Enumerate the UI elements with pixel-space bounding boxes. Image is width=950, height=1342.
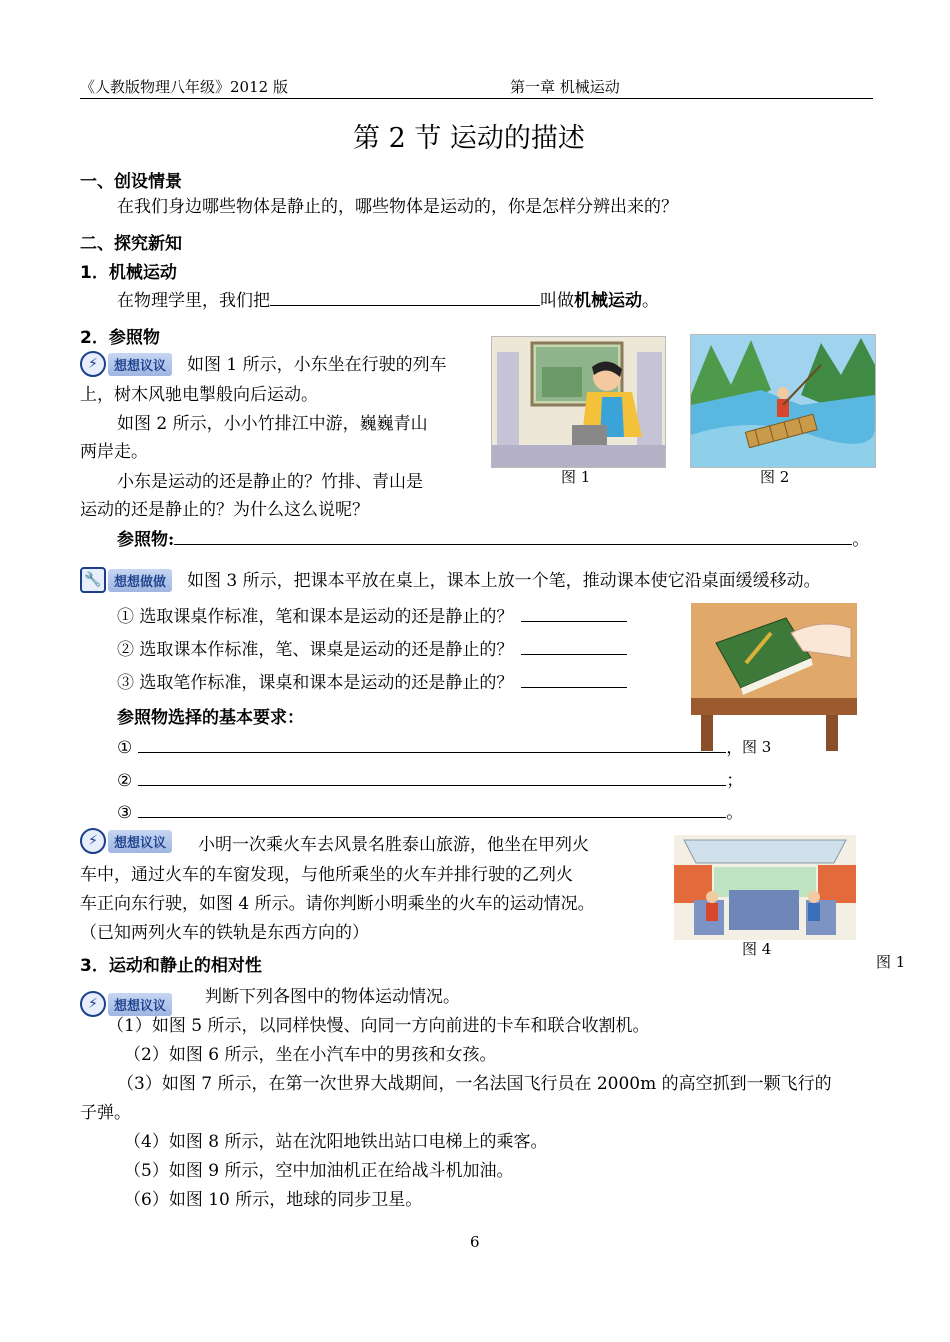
mechanical-motion-sentence	[117, 286, 659, 316]
reference-blank[interactable]	[174, 526, 852, 545]
practice-q2	[117, 635, 627, 665]
relativity-intro: 判断下列各图中的物体运动情况。	[205, 987, 460, 1007]
figure-2-caption: 图 2	[760, 468, 790, 486]
practice-badge	[80, 567, 172, 593]
heading-mechanical-motion: 1．机械运动	[80, 263, 177, 283]
page-title: 第 2 节 运动的描述	[353, 123, 585, 154]
relativity-badge-label: 想想议议	[108, 993, 172, 1016]
mech-end: 。	[642, 291, 659, 311]
relativity-item-6: （6）如图 10 所示，地球的同步卫星。	[124, 1190, 423, 1210]
heading-reference-frame: 2．参照物	[80, 328, 160, 348]
ref-para-3b: 运动的还是静止的？为什么这么说呢？	[80, 500, 369, 520]
q2-blank[interactable]	[521, 636, 627, 655]
practice-intro: 如图 3 所示，把课本平放在桌上，课本上放一个笔，推动课本使它沿桌面缓缓移动。	[187, 571, 821, 591]
relativity-item-3a: （3）如图 7 所示，在第一次世界大战期间，一名法国飞行员在 2000m 的高空抓到一颗飞行的	[117, 1074, 832, 1094]
scenario-question: 在我们身边哪些物体是静止的，哪些物体是运动的，你是怎样分辨出来的？	[117, 197, 678, 217]
section-heading-scenario: 一、创设情景	[80, 172, 182, 192]
r3-blank[interactable]	[138, 799, 726, 818]
train-line-3: 车正向东行驶，如图 4 所示。请你判断小明乘坐的火车的运动情况。	[80, 894, 595, 914]
figure-2-bamboo-raft	[690, 334, 876, 468]
r3-end: 。	[726, 803, 744, 823]
carriage-illustration	[674, 835, 856, 940]
reference-label: 参照物:	[117, 530, 175, 550]
ref-para-1b: 上，树木风驰电掣般向后运动。	[80, 385, 318, 405]
heading-relativity: 3．运动和静止的相对性	[80, 956, 262, 976]
wrench-icon: 🔧	[80, 567, 106, 593]
r2-end: ；	[726, 771, 744, 791]
stray-figure-label: 图 1	[876, 953, 906, 971]
ref-para-2b: 两岸走。	[80, 442, 148, 462]
practice-badge-label: 想想做做	[108, 569, 172, 592]
q3-text: ③ 选取笔作标准，课桌和课本是运动的还是静止的？	[117, 673, 514, 693]
relativity-item-1: （1）如图 5 所示，以同样快慢、向同一方向前进的卡车和联合收割机。	[107, 1016, 650, 1036]
r1-num: ①	[117, 738, 133, 758]
relativity-item-4: （4）如图 8 所示，站在沈阳地铁出站口电梯上的乘客。	[124, 1132, 548, 1152]
discuss-badge	[80, 351, 172, 377]
train-line-4: （已知两列火车的铁轨是东西方向的）	[80, 923, 369, 943]
train-discuss-badge	[80, 828, 172, 854]
train-line-2: 车中，通过火车的车窗发现，与他所乘坐的火车并排行驶的乙列火	[80, 865, 573, 885]
q2-text: ② 选取课本作标准，笔、课桌是运动的还是静止的？	[117, 640, 514, 660]
train-badge-label: 想想议议	[108, 830, 172, 853]
train-boy-illustration	[492, 337, 665, 467]
q1-text: ① 选取课桌作标准，笔和课本是运动的还是静止的？	[117, 607, 514, 627]
requirement-2	[117, 766, 743, 796]
mech-pre: 在物理学里，我们把	[117, 291, 270, 311]
ref-para-2a: 如图 2 所示，小小竹排江中游，巍巍青山	[117, 414, 428, 434]
train-line-1: 小明一次乘火车去风景名胜泰山旅游，他坐在甲列火	[198, 835, 589, 855]
figure-4-caption: 图 4	[742, 940, 772, 958]
requirement-1	[117, 733, 743, 763]
relativity-item-5: （5）如图 9 所示，空中加油机正在给战斗机加油。	[124, 1161, 514, 1181]
figure-3-book-desk	[691, 603, 857, 751]
reference-answer-line	[117, 525, 869, 555]
mech-term: 机械运动	[574, 291, 642, 311]
reference-end: 。	[852, 530, 870, 550]
q3-blank[interactable]	[521, 669, 627, 688]
r2-blank[interactable]	[138, 767, 726, 786]
relativity-item-3b: 子弹。	[80, 1103, 131, 1123]
lightning-bulb-icon: ⚡	[80, 351, 106, 377]
mech-post: 叫做	[540, 291, 574, 311]
relativity-item-2: （2）如图 6 所示，坐在小汽车中的男孩和女孩。	[124, 1045, 497, 1065]
lightning-bulb-icon: ⚡	[80, 991, 106, 1017]
header-book-title: 《人教版物理八年级》2012 版	[80, 78, 288, 96]
r3-num: ③	[117, 803, 133, 823]
requirement-3	[117, 798, 743, 828]
section-heading-explore: 二、探究新知	[80, 234, 182, 254]
raft-river-illustration	[691, 335, 875, 467]
header-rule	[80, 98, 873, 99]
answer-blank[interactable]	[270, 287, 540, 306]
practice-q3	[117, 668, 627, 698]
q1-blank[interactable]	[521, 603, 627, 622]
ref-para-3a: 小东是运动的还是静止的？竹排、青山是	[117, 472, 423, 492]
badge-label: 想想议议	[108, 353, 172, 376]
lightning-bulb-icon: ⚡	[80, 828, 106, 854]
header-chapter: 第一章 机械运动	[510, 78, 620, 96]
figure-4-train-carriage	[674, 835, 856, 940]
r2-num: ②	[117, 771, 133, 791]
figure-1-train-boy	[491, 336, 666, 468]
practice-q1	[117, 602, 627, 632]
requirements-heading: 参照物选择的基本要求：	[117, 708, 304, 728]
ref-para-1a: 如图 1 所示，小东坐在行驶的列车	[187, 355, 447, 375]
figure-1-caption: 图 1	[561, 468, 591, 486]
r1-blank[interactable]	[138, 734, 726, 753]
book-pen-illustration	[691, 603, 857, 751]
page-number: 6	[470, 1233, 480, 1251]
figure-3-caption: 图 3	[742, 738, 772, 756]
